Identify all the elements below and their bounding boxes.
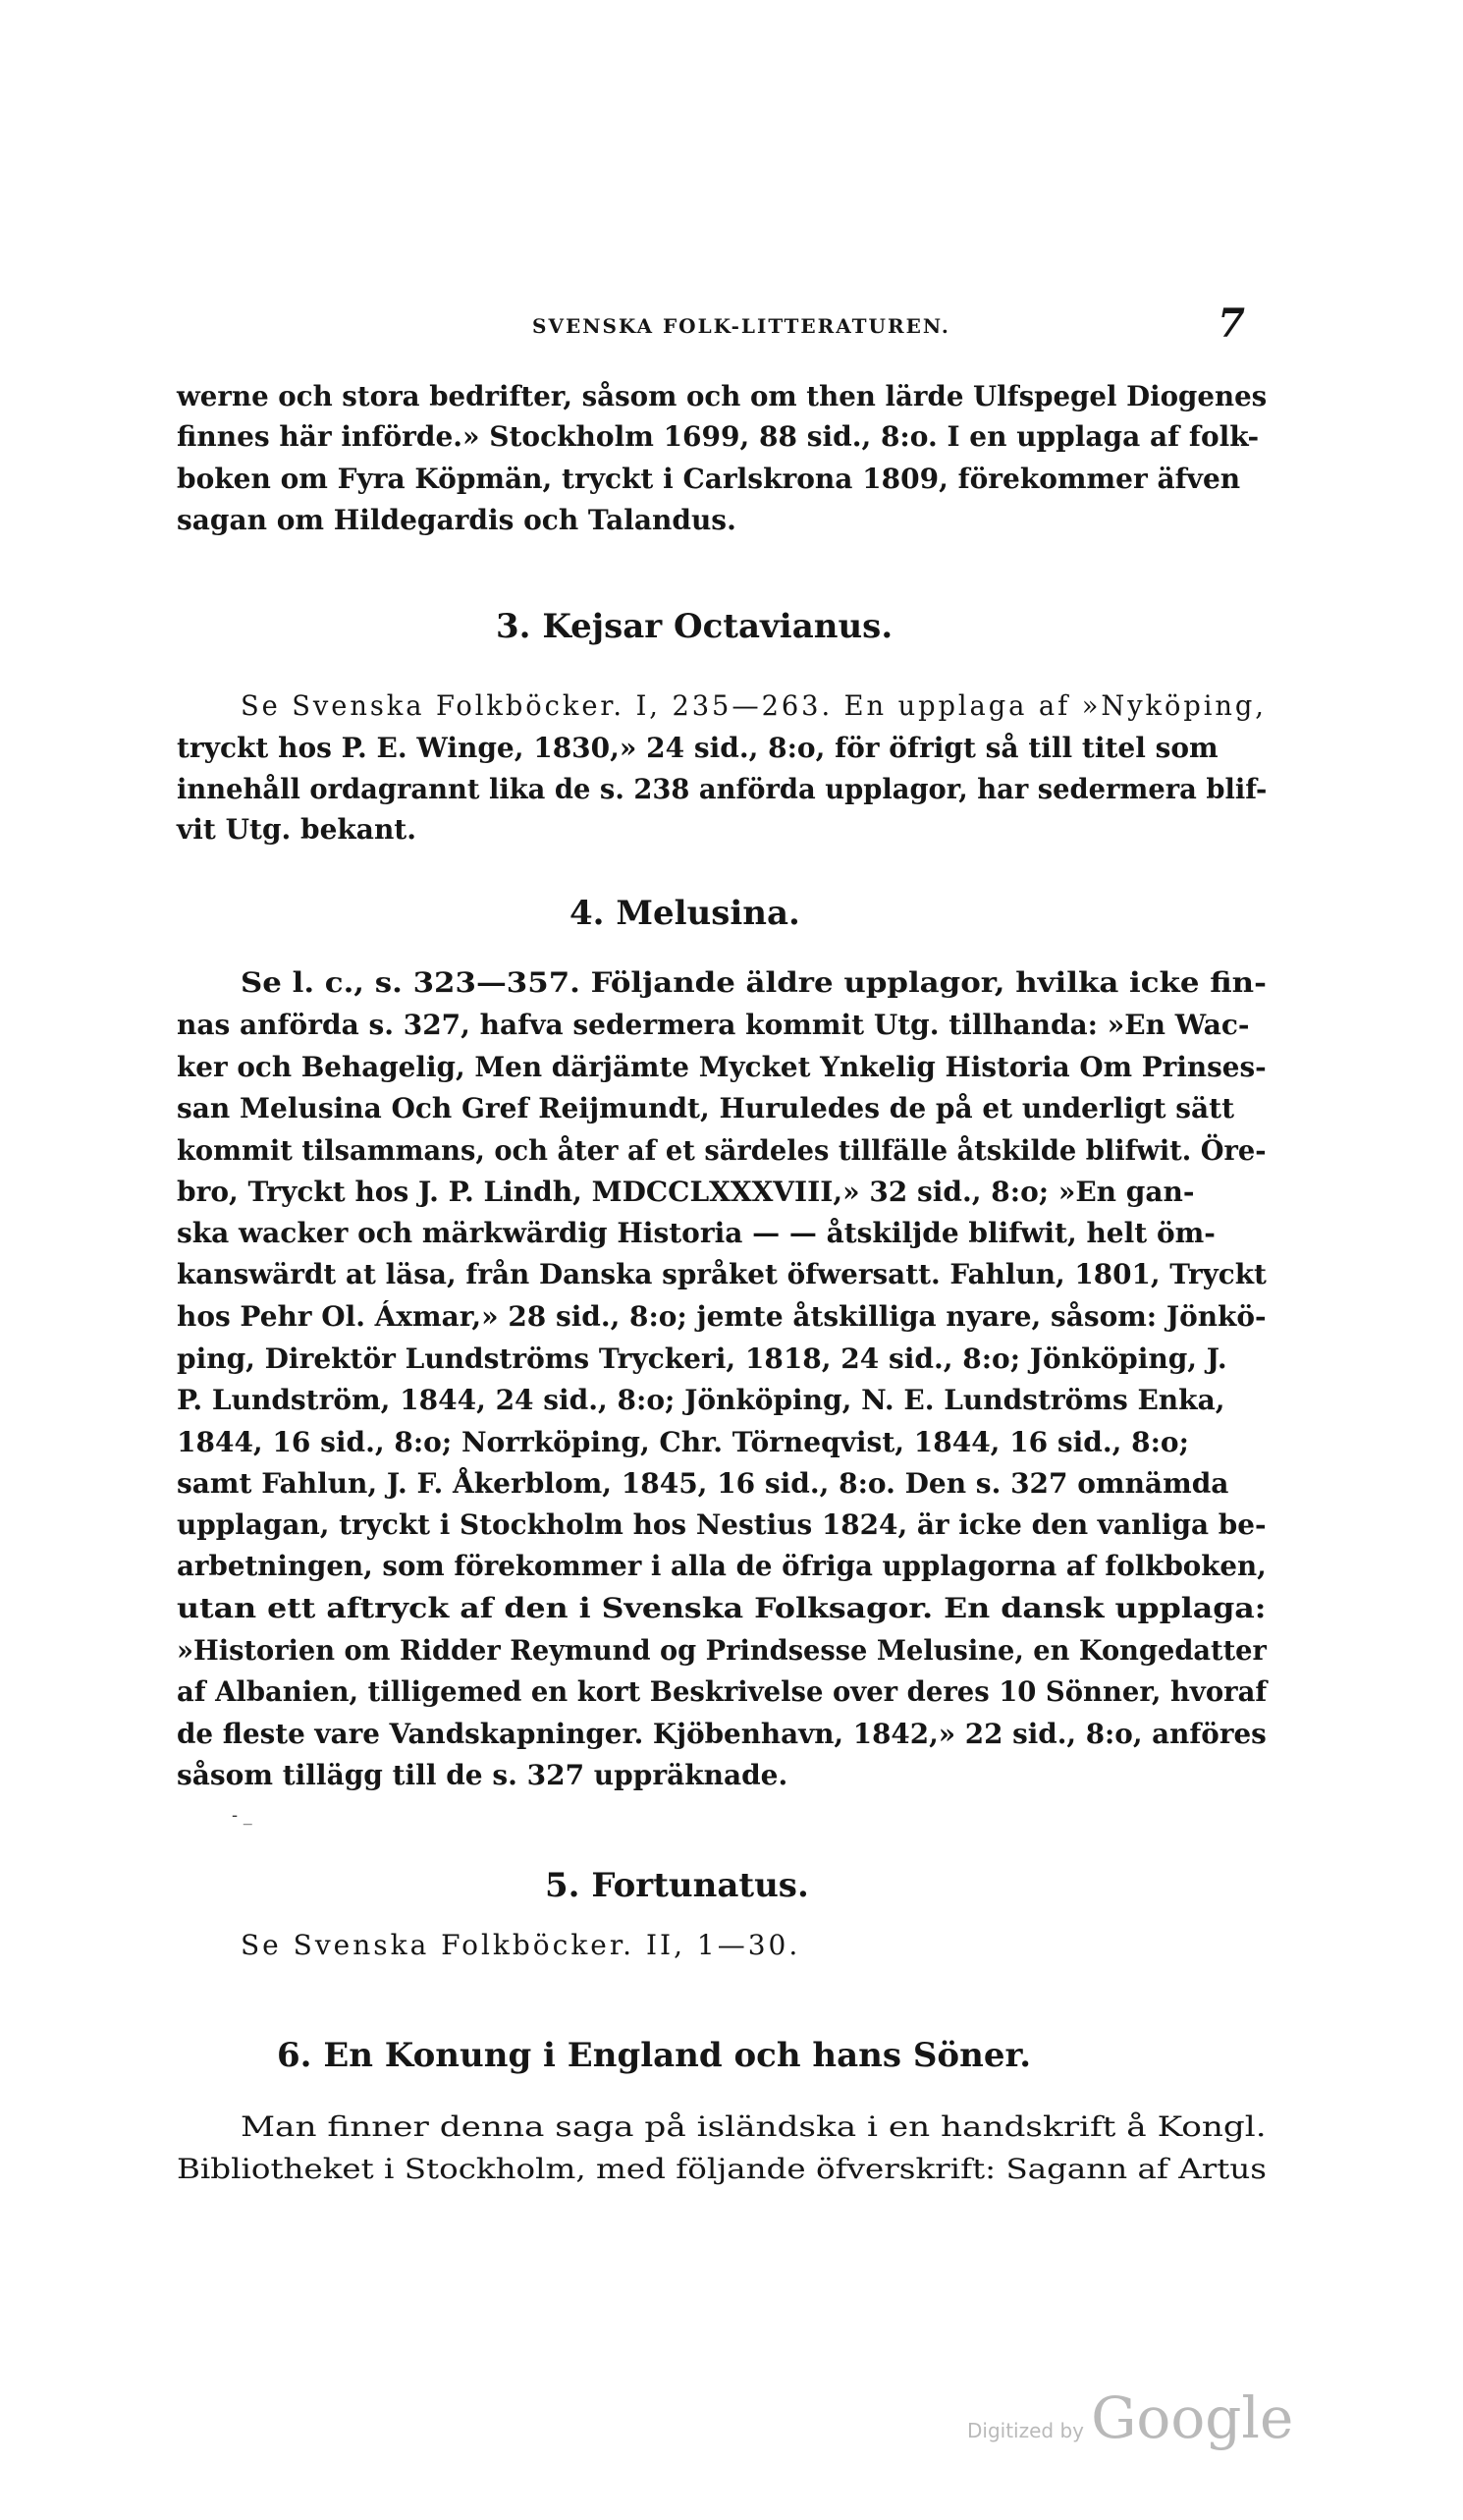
text-line: Se Svenska Folkböcker. II, 1—30. bbox=[241, 1929, 801, 1961]
digitized-by-label: Digitized by bbox=[967, 2419, 1084, 2442]
text-line: bro, Tryckt hos J. P. Lindh, MDCCLXXXVIII,» 32 sid., 8:o; »En gan- bbox=[177, 1176, 1195, 1208]
text-line: vit Utg. bekant. bbox=[177, 813, 416, 846]
text-line: Se Svenska Folkböcker. I, 235—263. En upplaga af »Nyköping, bbox=[241, 689, 1267, 722]
section-heading-4: 4. Melusina. bbox=[569, 894, 800, 933]
text-line: Bibliotheket i Stockholm, med följande öfverskrift: Sagann af Artus bbox=[177, 2153, 1267, 2185]
text-line: innehåll ordagrannt lika de s. 238 anförda upplagor, har sedermera blif- bbox=[177, 773, 1268, 805]
text-line: ping, Direktör Lundströms Tryckeri, 1818, 24 sid., 8:o; Jönköping, J. bbox=[177, 1342, 1227, 1375]
text-line: P. Lundström, 1844, 24 sid., 8:o; Jönköping, N. E. Lundströms Enka, bbox=[177, 1384, 1225, 1416]
section-heading-3: 3. Kejsar Octavianus. bbox=[496, 607, 894, 646]
text-line: finnes här införde.» Stockholm 1699, 88 sid., 8:o. I en upplaga af folk- bbox=[177, 420, 1260, 453]
section-heading-5: 5. Fortunatus. bbox=[545, 1866, 809, 1905]
google-logo: Google bbox=[1091, 2384, 1294, 2451]
text-line: arbetningen, som förekommer i alla de öfriga upplagorna af folkboken, bbox=[177, 1550, 1267, 1582]
text-line: såsom tillägg till de s. 327 uppräknade. bbox=[177, 1759, 788, 1791]
text-line: nas anförda s. 327, hafva sedermera kommit Utg. tillhanda: »En Wac- bbox=[177, 1009, 1250, 1041]
text-line: sagan om Hildegardis och Talandus. bbox=[177, 504, 736, 536]
text-line: utan ett aftryck af den i Svenska Folksagor. En dansk upplaga: bbox=[177, 1592, 1267, 1624]
text-line: af Albanien, tilligemed en kort Beskrivelse over deres 10 Sönner, hvoraf bbox=[177, 1675, 1268, 1708]
text-line: »Historien om Ridder Reymund og Prindsesse Melusine, en Kongedatter bbox=[177, 1634, 1267, 1667]
print-speck: - _ bbox=[232, 1805, 252, 1826]
text-line: ker och Behagelig, Men därjämte Mycket Ynkelig Historia Om Prinses- bbox=[177, 1051, 1267, 1083]
text-line: 1844, 16 sid., 8:o; Norrköping, Chr. Törneqvist, 1844, 16 sid., 8:o; bbox=[177, 1426, 1189, 1458]
text-line: Man finner denna saga på isländska i en handskrift å Kongl. bbox=[241, 2110, 1267, 2143]
text-line: kanswärdt at läsa, från Danska språket öfwersatt. Fahlun, 1801, Tryckt bbox=[177, 1258, 1267, 1290]
text-line: de fleste vare Vandskapninger. Kjöbenhavn, 1842,» 22 sid., 8:o, anföres bbox=[177, 1718, 1267, 1750]
text-line: ska wacker och märkwärdig Historia — — åtskiljde blifwit, helt öm- bbox=[177, 1217, 1216, 1249]
digitized-watermark bbox=[967, 2384, 1293, 2451]
section-heading-6: 6. En Konung i England och hans Söner. bbox=[277, 2036, 1032, 2075]
text-line: samt Fahlun, J. F. Åkerblom, 1845, 16 sid., 8:o. Den s. 327 omnämda bbox=[177, 1467, 1229, 1500]
text-line: Se l. c., s. 323—357. Följande äldre upplagor, hvilka icke fin- bbox=[241, 966, 1267, 999]
text-line: kommit tilsammans, och åter af et särdeles tillfälle åtskilde blifwit. Öre- bbox=[177, 1134, 1267, 1167]
text-line: hos Pehr Ol. Áxmar,» 28 sid., 8:o; jemte åtskilliga nyare, såsom: Jönkö- bbox=[177, 1300, 1267, 1333]
page-number: 7 bbox=[1218, 301, 1247, 347]
text-line: upplagan, tryckt i Stockholm hos Nestius 1824, är icke den vanliga be- bbox=[177, 1508, 1267, 1541]
text-line: boken om Fyra Köpmän, tryckt i Carlskrona 1809, förekommer äfven bbox=[177, 463, 1241, 495]
text-line: tryckt hos P. E. Winge, 1830,» 24 sid., 8:o, för öfrigt så till titel som bbox=[177, 732, 1219, 764]
text-line: werne och stora bedrifter, såsom och om then lärde Ulfspegel Diogenes bbox=[177, 380, 1268, 412]
running-title: SVENSKA FOLK-LITTERATUREN. bbox=[532, 314, 950, 338]
text-line: san Melusina Och Gref Reijmundt, Huruledes de på et underligt sätt bbox=[177, 1092, 1235, 1124]
